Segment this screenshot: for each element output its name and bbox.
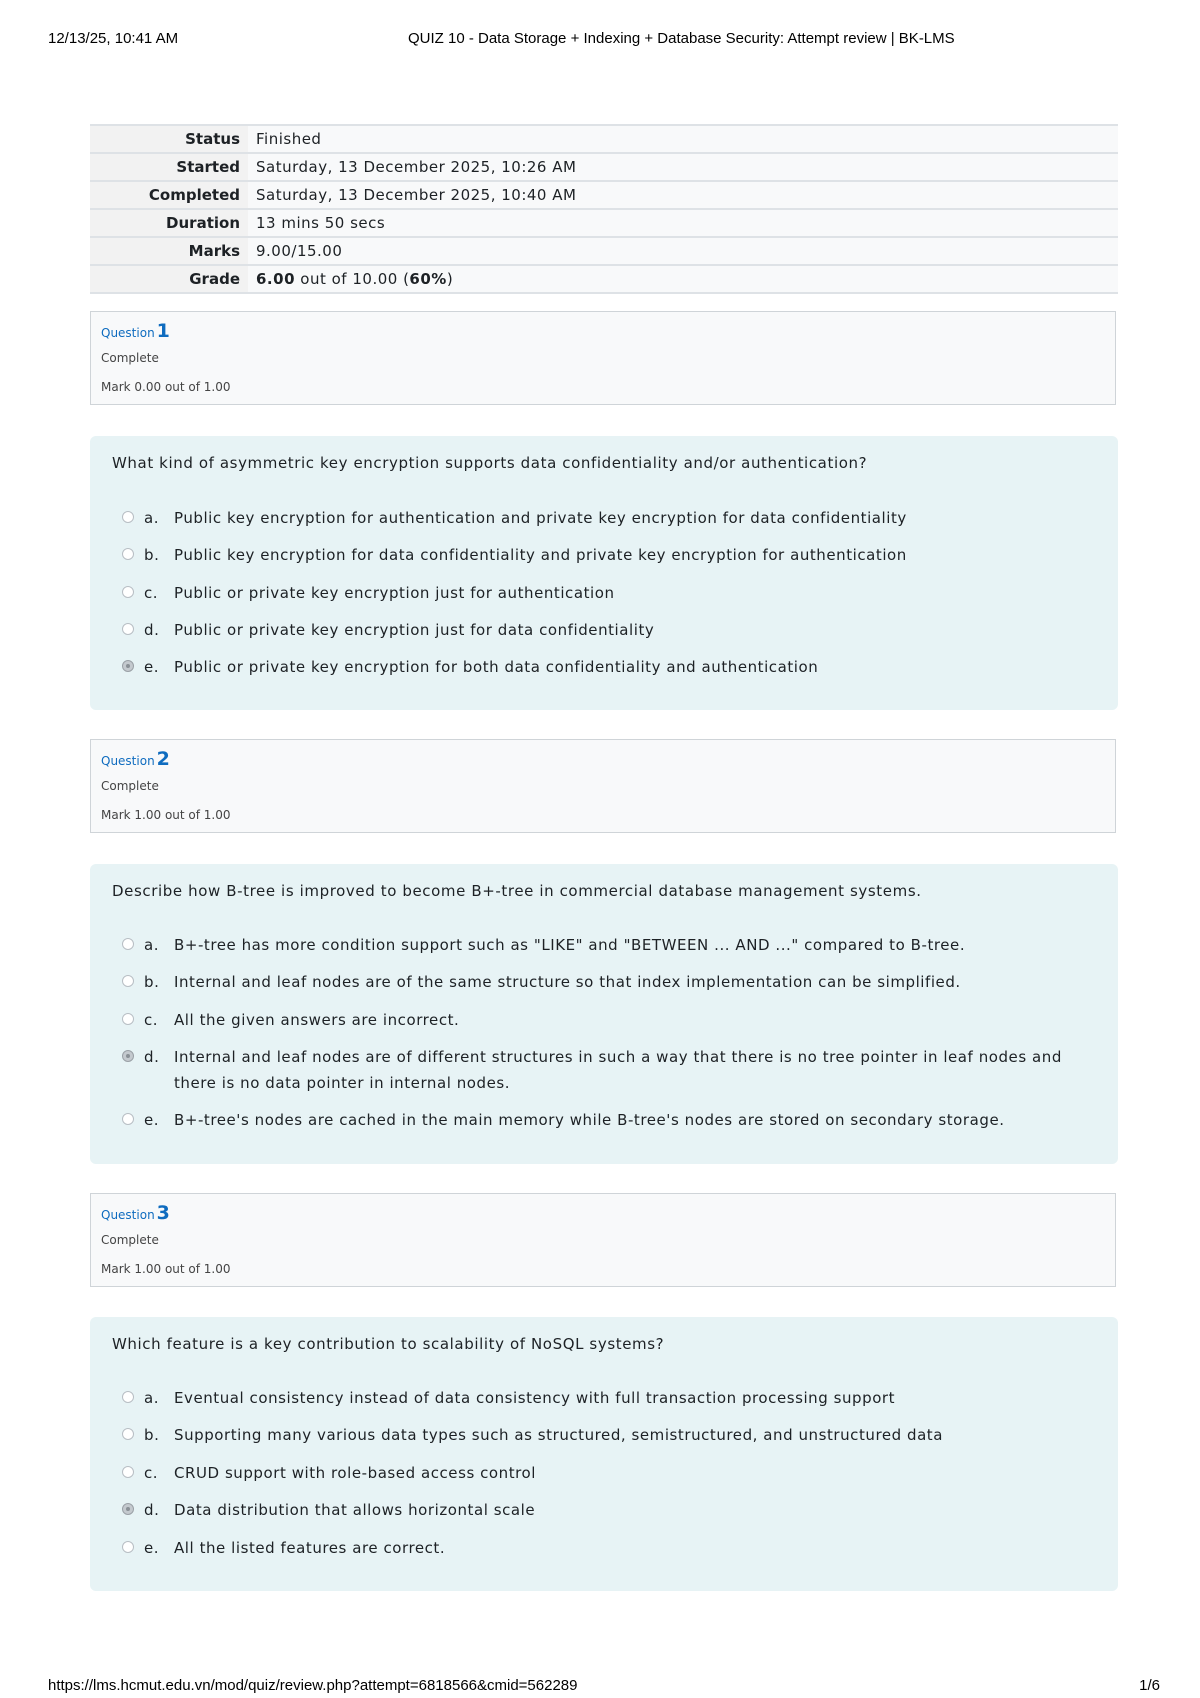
radio-button[interactable]	[122, 975, 134, 987]
radio-button[interactable]	[122, 938, 134, 950]
summary-value: 9.00/15.00	[248, 237, 1118, 265]
radio-button[interactable]	[122, 586, 134, 598]
question-text: Which feature is a key contribution to scalability of NoSQL systems?	[112, 1335, 665, 1353]
answer-letter: c.	[144, 1011, 159, 1029]
question-state: Complete	[101, 779, 159, 793]
answer-option[interactable]	[122, 1535, 1098, 1561]
radio-button[interactable]	[122, 1428, 134, 1440]
question-info	[90, 1193, 1116, 1287]
answer-option[interactable]	[122, 1007, 1098, 1033]
answer-text: Public or private key encryption just for data confidentiality	[174, 621, 655, 639]
answer-text: Public or private key encryption for both data confidentiality and authentication	[174, 658, 819, 676]
question-grade: Mark 1.00 out of 1.00	[101, 808, 231, 822]
summary-label: Marks	[90, 237, 248, 265]
summary-value: Finished	[248, 125, 1118, 153]
answer-text: Public key encryption for data confidentiality and private key encryption for authentication	[174, 546, 907, 564]
answer-option[interactable]	[122, 580, 1098, 606]
grade-score: 6.00	[256, 270, 296, 288]
print-page-number: 1/6	[1139, 1677, 1160, 1694]
answer-option[interactable]	[122, 932, 1098, 958]
question-formulation	[90, 1317, 1118, 1591]
question-text: Describe how B-tree is improved to become B+-tree in commercial database management systems.	[112, 882, 922, 900]
answer-option-selected[interactable]	[122, 654, 1098, 680]
radio-button-checked[interactable]	[122, 660, 134, 672]
print-header	[0, 30, 1200, 50]
answer-text: Public or private key encryption just for authentication	[174, 584, 615, 602]
question-formulation	[90, 436, 1118, 710]
answer-letter: e.	[144, 658, 160, 676]
answer-text: Public key encryption for authentication and private key encryption for data confidentiality	[174, 509, 907, 527]
answer-option[interactable]	[122, 1107, 1098, 1133]
summary-value: Saturday, 13 December 2025, 10:26 AM	[248, 153, 1118, 181]
answer-letter: a.	[144, 936, 160, 954]
summary-row-grade	[90, 265, 1118, 293]
answer-text: Internal and leaf nodes are of the same structure so that index implementation can be simplified.	[174, 973, 961, 991]
question-info	[90, 311, 1116, 405]
summary-row-completed	[90, 181, 1118, 209]
summary-row-marks	[90, 237, 1118, 265]
answer-option-selected[interactable]	[122, 1044, 1098, 1096]
answer-letter: a.	[144, 1389, 160, 1407]
grade-close: )	[446, 270, 454, 288]
answer-text: All the given answers are incorrect.	[174, 1011, 460, 1029]
question-number: Question 2	[101, 748, 170, 770]
question-grade: Mark 1.00 out of 1.00	[101, 1262, 231, 1276]
summary-label: Grade	[90, 265, 248, 293]
question-state: Complete	[101, 1233, 159, 1247]
attempt-summary-table	[90, 124, 1118, 294]
summary-label: Duration	[90, 209, 248, 237]
answer-letter: a.	[144, 509, 160, 527]
answer-letter: b.	[144, 546, 160, 564]
radio-button[interactable]	[122, 623, 134, 635]
summary-label: Started	[90, 153, 248, 181]
summary-label: Completed	[90, 181, 248, 209]
answer-option[interactable]	[122, 1460, 1098, 1486]
answer-letter: d.	[144, 1501, 160, 1519]
answer-letter: b.	[144, 973, 160, 991]
answer-text: Data distribution that allows horizontal scale	[174, 1501, 536, 1519]
answer-letter: d.	[144, 621, 160, 639]
summary-row-status	[90, 125, 1118, 153]
answer-text: Internal and leaf nodes are of different structures in such a way that there is no tree pointer in leaf nodes and there is no data pointer in internal nodes.	[174, 1048, 1062, 1092]
question-grade: Mark 0.00 out of 1.00	[101, 380, 231, 394]
answer-option[interactable]	[122, 505, 1098, 531]
answer-text: Supporting many various data types such as structured, semistructured, and unstructured data	[174, 1426, 943, 1444]
answer-letter: c.	[144, 1464, 159, 1482]
question-state: Complete	[101, 351, 159, 365]
answer-option-selected[interactable]	[122, 1497, 1098, 1523]
grade-percent: 60%	[409, 270, 447, 288]
radio-button[interactable]	[122, 548, 134, 560]
summary-value	[248, 265, 1118, 293]
radio-button-checked[interactable]	[122, 1503, 134, 1515]
answer-option[interactable]	[122, 969, 1098, 995]
answer-letter: c.	[144, 584, 159, 602]
answer-option[interactable]	[122, 542, 1098, 568]
print-url: https://lms.hcmut.edu.vn/mod/quiz/review.php?attempt=6818566&cmid=562289	[48, 1677, 578, 1694]
answer-letter: d.	[144, 1048, 160, 1066]
answer-text: All the listed features are correct.	[174, 1539, 446, 1557]
answer-text: B+-tree's nodes are cached in the main memory while B-tree's nodes are stored on secondary storage.	[174, 1111, 1005, 1129]
radio-button[interactable]	[122, 1466, 134, 1478]
print-page-title: QUIZ 10 - Data Storage + Indexing + Database Security: Attempt review | BK-LMS	[408, 30, 955, 47]
summary-row-duration	[90, 209, 1118, 237]
answer-text: Eventual consistency instead of data consistency with full transaction processing support	[174, 1389, 896, 1407]
question-number: Question 1	[101, 320, 170, 342]
question-info	[90, 739, 1116, 833]
radio-button-checked[interactable]	[122, 1050, 134, 1062]
summary-value: 13 mins 50 secs	[248, 209, 1118, 237]
print-footer	[0, 1677, 1200, 1697]
question-number: Question 3	[101, 1202, 170, 1224]
question-text: What kind of asymmetric key encryption supports data confidentiality and/or authentication?	[112, 454, 868, 472]
question-formulation	[90, 864, 1118, 1164]
answer-option[interactable]	[122, 1385, 1098, 1411]
summary-row-started	[90, 153, 1118, 181]
answer-letter: e.	[144, 1539, 160, 1557]
summary-label: Status	[90, 125, 248, 153]
answer-letter: b.	[144, 1426, 160, 1444]
answer-text: B+-tree has more condition support such as "LIKE" and "BETWEEN ... AND ..." compared to B-tree.	[174, 936, 966, 954]
summary-value: Saturday, 13 December 2025, 10:40 AM	[248, 181, 1118, 209]
answer-letter: e.	[144, 1111, 160, 1129]
radio-button[interactable]	[122, 511, 134, 523]
grade-out-of: out of 10.00 (	[300, 270, 410, 288]
radio-button[interactable]	[122, 1541, 134, 1553]
answer-option[interactable]	[122, 1422, 1098, 1448]
radio-button[interactable]	[122, 1013, 134, 1025]
radio-button[interactable]	[122, 1113, 134, 1125]
answer-option[interactable]	[122, 617, 1098, 643]
radio-button[interactable]	[122, 1391, 134, 1403]
print-datetime: 12/13/25, 10:41 AM	[48, 30, 179, 47]
answer-text: CRUD support with role-based access control	[174, 1464, 536, 1482]
